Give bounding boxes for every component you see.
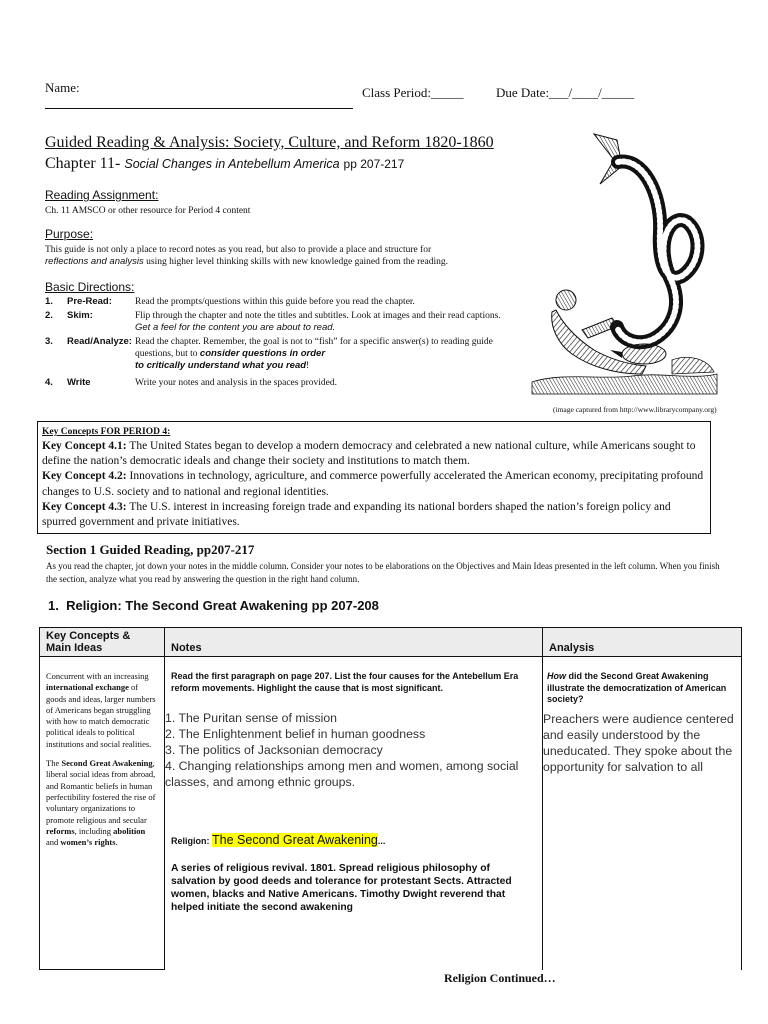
notes-table — [39, 627, 742, 970]
continued-label: Religion Continued… — [444, 971, 556, 985]
purpose-heading: Purpose: — [45, 227, 94, 241]
causes-answer-field[interactable] — [165, 710, 537, 790]
cause-item: 3. The politics of Jacksonian democracy — [165, 743, 383, 757]
revival-notes-field[interactable]: A series of religious revival. 1801. Spread religious philosophy of salvation by good deeds and tolerance for protestant Sects. Attracted women, blacks and Native Americans. Timothy Dwight reverend that helped initiate the second awakening — [171, 863, 512, 913]
table-bottom-border — [39, 969, 165, 970]
document-title: Guided Reading & Analysis: Society, Culture, and Reform 1820-1860 — [45, 134, 494, 151]
key-concepts-heading: Key Concepts FOR PERIOD 4: — [42, 427, 171, 437]
reading-assignment-heading: Reading Assignment: — [45, 188, 159, 202]
chapter-subtitle: Social Changes in Antebellum America — [124, 157, 340, 171]
key-concept-4-2: Key Concept 4.2: Innovations in technology, agriculture, and commerce powerfully accelerated the American economy, precipitating profound changes to U.S. society and to national and regional identities. — [42, 470, 704, 498]
table-divider-2 — [542, 627, 543, 970]
class-period-field[interactable]: Class Period:_____ — [362, 85, 464, 100]
name-underline[interactable] — [45, 108, 353, 109]
due-date-field[interactable]: Due Date:___/____/_____ — [496, 85, 635, 100]
main-idea-paragraph: Concurrent with an increasing international exchange of goods and ideas, larger numbers of Americans began struggling with how to match democratic political ideals to political institutions and social realities. — [46, 671, 156, 749]
main-ideas-cell — [46, 671, 159, 856]
chapter-label: Chapter 11- — [45, 155, 121, 172]
image-credit: (image captured from http://www.librarycompany.org) — [553, 405, 717, 414]
column-header-analysis: Analysis — [542, 627, 742, 657]
key-concept-4-3: Key Concept 4.3: The U.S. interest in increasing foreign trade and expanding its national borders shaped the nation’s foreign policy and spurred government and private initiatives. — [42, 500, 671, 529]
column-header-key-concepts: Key Concepts & Main Ideas — [39, 627, 164, 657]
reading-assignment-text: Ch. 11 AMSCO or other resource for Period 4 content — [45, 206, 251, 216]
analysis-question: How did the Second Great Awakening illustrate the democratization of American society? — [547, 671, 727, 704]
table-divider-1 — [164, 627, 165, 970]
section-title: Section 1 Guided Reading, pp207-217 — [46, 542, 255, 557]
topic-heading: 1. Religion: The Second Great Awakening pp 207-208 — [48, 598, 379, 613]
cause-item: 4. Changing relationships among men and women, among social classes, and among ethnic groups. — [165, 759, 519, 789]
name-label: Name: — [45, 80, 80, 95]
key-concepts-box — [37, 421, 711, 534]
chapter-pages: pp 207-217 — [343, 157, 405, 171]
chapter-heading — [45, 155, 404, 173]
notes-prompt: Read the first paragraph on page 207. List the four causes for the Antebellum Era reform movements. Highlight the cause that is most significant. — [171, 671, 519, 693]
directions-heading: Basic Directions: — [45, 280, 135, 294]
sea-serpent-illustration — [522, 122, 722, 404]
cause-item: 1. The Puritan sense of mission — [165, 711, 338, 725]
table-border-left — [39, 627, 40, 970]
highlighted-term: The Second Great Awakening — [212, 833, 378, 847]
analysis-answer-field[interactable]: Preachers were audience centered and easily understood by the uneducated. They spoke about the opportunity for salvation to all — [543, 712, 734, 774]
cause-item: 2. The Enlightenment belief in human goodness — [165, 727, 426, 741]
section-intro: As you read the chapter, jot down your notes in the middle column. Consider your notes to be elaborations on the Objectives and Main Ideas presented in the left column. When you finish the section, analyze what you read by answering the question in the right hand column. — [46, 561, 720, 584]
table-border-right — [741, 627, 742, 970]
key-concept-4-1: Key Concept 4.1: The United States began to develop a modern democracy and celebrated a new national culture, while Americans sought to define the nation’s democratic ideals and change their society and institutions to match them. — [42, 440, 696, 468]
column-header-notes: Notes — [164, 627, 542, 657]
religion-label-line: Religion: The Second Great Awakening... — [171, 833, 386, 847]
main-idea-paragraph: The Second Great Awakening, liberal social ideas from abroad, and Romantic beliefs in human perfectibility fostered the rise of voluntary organizations to promote religious and secular reforms, including abolition and women’s rights. — [46, 758, 156, 848]
purpose-text: This guide is not only a place to record notes as you read, but also to provide a place and structure for reflections and analysis using higher level thinking skills with new knowledge gained from the reading. — [45, 245, 448, 267]
